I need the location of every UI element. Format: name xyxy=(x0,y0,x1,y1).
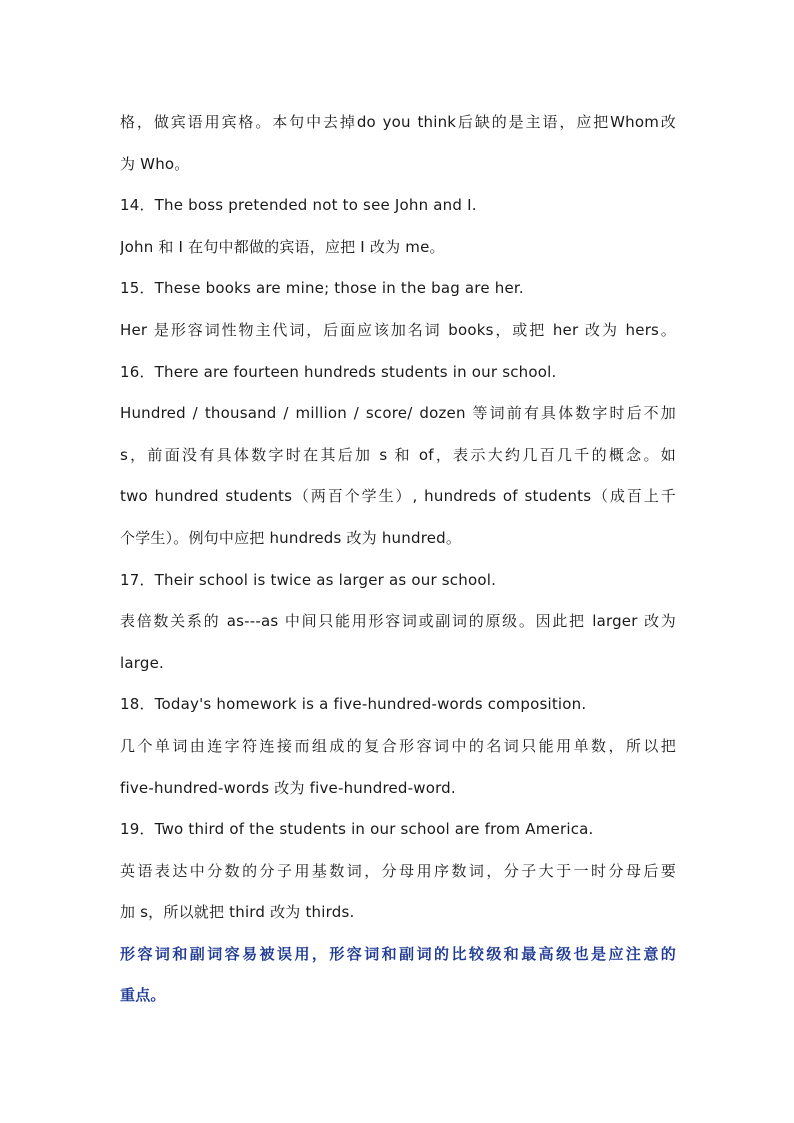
text-line: 为 Who。 xyxy=(120,154,190,173)
text-line: 英语表达中分数的分子用基数词，分母用序数词，分子大于一时分母后要 xyxy=(120,861,676,880)
document-page xyxy=(120,102,676,1017)
highlighted-text-line: 重点。 xyxy=(120,986,166,1005)
text-line: s，前面没有具体数字时在其后加 s 和 of，表示大约几百几千的概念。如 xyxy=(120,445,676,464)
text-line: 15．These books are mine; those in the bag are her. xyxy=(120,279,524,298)
text-line: five-hundred-words 改为 five-hundred-word. xyxy=(120,778,456,797)
text-line: Hundred / thousand / million / score/ dozen 等词前有具体数字时后不加 xyxy=(120,404,676,423)
text-line: 17．Their school is twice as larger as our school. xyxy=(120,570,497,589)
text-line: 加 s，所以就把 third 改为 thirds. xyxy=(120,903,355,922)
text-line: 表倍数关系的 as---as 中间只能用形容词或副词的原级。因此把 larger 改为 xyxy=(120,612,676,631)
text-line: 19．Two third of the students in our school are from America. xyxy=(120,820,594,839)
text-line: 16．There are fourteen hundreds students in our school. xyxy=(120,362,557,381)
text-line: 个学生）。例句中应把 hundreds 改为 hundred。 xyxy=(120,528,462,547)
text-line: 18．Today's homework is a five-hundred-words composition. xyxy=(120,695,587,714)
text-line: 14．The boss pretended not to see John and I. xyxy=(120,196,477,215)
text-line: 格，做宾语用宾格。本句中去掉do you think后缺的是主语，应把Whom改 xyxy=(120,113,676,131)
text-line: large. xyxy=(120,653,164,672)
document-body xyxy=(120,102,676,1017)
text-line: Her 是形容词性物主代词，后面应该加名词 books，或把 her 改为 hers。 xyxy=(120,320,676,339)
highlighted-text-line: 形容词和副词容易被误用，形容词和副词的比较级和最高级也是应注意的 xyxy=(120,944,676,963)
text-line: two hundred students（两百个学生）, hundreds of students（成百上千 xyxy=(120,487,676,506)
text-line: 几个单词由连字符连接而组成的复合形容词中的名词只能用单数，所以把 xyxy=(120,736,676,755)
text-line: John 和 I 在句中都做的宾语，应把 I 改为 me。 xyxy=(120,237,445,256)
